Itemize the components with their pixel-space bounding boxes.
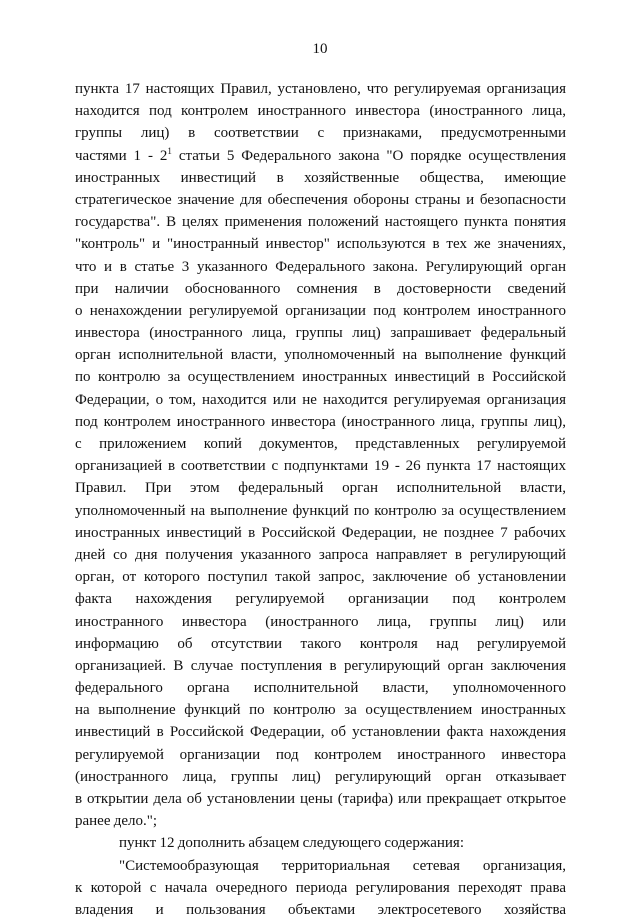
text-line: пункт 12 дополнить абзацем следующего содержания: [119,835,464,852]
text-line: организацией. В случае поступления в регулирующий орган заключения [75,657,566,674]
text-line: регулируемой организации под контролем иностранного инвестора [75,746,566,763]
text-line: факта нахождения регулируемой организации под контролем [75,591,566,608]
document-body [75,78,566,921]
text-line: при наличии обоснованного сомнения в достоверности сведений [75,280,566,297]
text-line: "Системообразующая территориальная сетевая организация, [119,857,566,874]
text-line: ранее дело."; [75,813,158,830]
text-line: Правил. При этом федеральный орган исполнительной власти, [75,480,566,497]
text-line: находится под контролем иностранного инвестора (иностранного лица, [75,103,566,120]
text-line: что и в статье 3 указанного Федерального закона. Регулирующий орган [75,258,566,275]
text-line: по контролю за осуществлением иностранных инвестиций в Российской [75,369,566,386]
text-line: уполномоченный на выполнение функций по контролю за осуществлением [75,502,566,519]
text-line: иностранных инвестиций в хозяйственные общества, имеющие [75,169,566,186]
text-line: государства". В целях применения положений настоящего пункта понятия [75,214,566,231]
text-line: на выполнение функций по контролю за осуществлением иностранных [75,702,566,719]
text-line: организацией в соответствии с подпунктами 19 - 26 пункта 17 настоящих [75,458,566,475]
text-line: под контролем иностранного инвестора (иностранного лица, группы лиц), [75,413,566,430]
text-line: иностранного инвестора (иностранного лица, группы лиц) или [75,613,566,630]
text-line: федерального органа исполнительной власти, уполномоченного [75,680,566,697]
text-fragment: статьи 5 Федерального закона "О порядке осуществления [171,147,566,164]
text-line: владения и пользования объектами электросетевого хозяйства [75,901,566,918]
text-line: орган, от которого поступил такой запрос, заключение об установлении [75,569,566,586]
superscript: 1 [167,145,172,156]
text-line [75,145,566,167]
text-line: Федерации, о том, находится или не находится регулируемая организация [75,391,566,408]
text-line: к которой с начала очередного периода регулирования переходят права [75,879,566,896]
text-line: инвестиций в Российской Федерации, об установлении факта нахождения [75,724,566,741]
text-fragment: частями 1 - 2 [75,147,168,164]
text-line: (иностранного лица, группы лиц) регулирующий орган отказывает [75,768,566,785]
text-line: пункта 17 настоящих Правил, установлено, что регулируемая организация [75,81,566,97]
text-line: в открытии дела об установлении цены (тарифа) или прекращает открытое [75,791,566,807]
text-line: о ненахождении регулируемой организации под контролем иностранного [75,302,566,319]
text-line: иностранных инвестиций в Российской Федерации, не позднее 7 рабочих [75,524,566,541]
text-line: с приложением копий документов, представленных регулируемой [75,436,566,452]
text-line: стратегическое значение для обеспечения обороны страны и безопасности [75,191,566,208]
text-line: информацию об отсутствии такого контроля над регулируемой [75,635,566,652]
text-line: орган исполнительной власти, уполномоченный на выполнение функций [75,347,566,364]
text-line: "контроль" и "иностранный инвестор" используются в тех же значениях, [75,236,566,253]
text-line: дней со дня получения указанного запроса направляет в регулирующий [75,546,566,563]
text-line: группы лиц) в соответствии с признаками, предусмотренными [75,125,566,142]
page-number: 10 [312,41,328,57]
text-line: инвестора (иностранного лица, группы лиц) запрашивает федеральный [75,325,566,342]
